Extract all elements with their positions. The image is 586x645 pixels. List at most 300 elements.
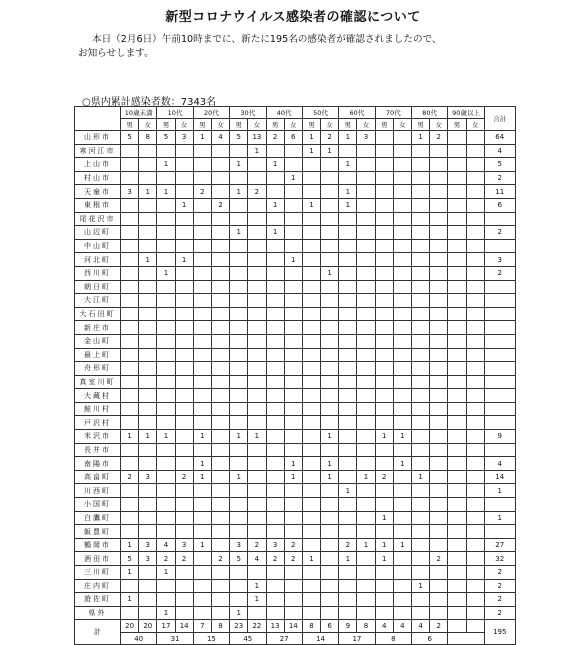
case-count-cell <box>211 253 229 267</box>
row-total <box>484 294 515 308</box>
case-count-cell: 1 <box>175 253 193 267</box>
age-group-header: 70代 <box>375 107 411 119</box>
case-count-cell <box>139 226 157 240</box>
case-count-cell <box>211 470 229 484</box>
case-count-cell <box>248 212 266 226</box>
header-corner-cell <box>75 107 121 131</box>
case-count-cell <box>357 158 375 172</box>
case-count-cell: 4 <box>211 131 229 145</box>
case-count-cell <box>121 525 139 539</box>
case-count-cell <box>466 198 484 212</box>
case-count-cell <box>448 416 466 430</box>
case-count-cell: 1 <box>121 538 139 552</box>
case-count-cell <box>248 484 266 498</box>
case-count-cell <box>230 593 248 607</box>
case-count-cell <box>466 498 484 512</box>
case-count-cell: 8 <box>139 131 157 145</box>
case-count-cell <box>393 185 411 199</box>
case-count-cell <box>193 402 211 416</box>
case-count-cell <box>157 511 175 525</box>
case-count-cell: 5 <box>121 131 139 145</box>
case-count-cell <box>175 321 193 335</box>
case-count-cell <box>357 375 375 389</box>
case-count-cell <box>284 348 302 362</box>
case-count-cell <box>321 239 339 253</box>
row-total: 2 <box>484 606 515 620</box>
case-count-cell <box>357 253 375 267</box>
case-count-cell <box>448 593 466 607</box>
cumulative-cases-label: ○県内累計感染者数：7343名 <box>82 97 217 108</box>
case-count-cell <box>448 498 466 512</box>
case-count-cell <box>375 171 393 185</box>
total-by-age-cell: 45 <box>230 633 266 645</box>
municipality-name: 三川町 <box>75 566 121 580</box>
case-count-cell <box>430 280 448 294</box>
case-count-cell <box>339 171 357 185</box>
case-count-cell <box>448 457 466 471</box>
municipality-name: 村山市 <box>75 171 121 185</box>
case-count-cell <box>466 266 484 280</box>
case-count-cell <box>339 239 357 253</box>
age-group-header: 90歳以上 <box>448 107 484 119</box>
row-total <box>484 334 515 348</box>
case-count-cell <box>193 511 211 525</box>
case-count-cell: 1 <box>157 185 175 199</box>
case-count-cell <box>230 375 248 389</box>
row-total <box>484 362 515 376</box>
age-group-header: 20代 <box>193 107 229 119</box>
case-count-cell <box>211 144 229 158</box>
case-count-cell <box>339 457 357 471</box>
case-count-cell <box>321 198 339 212</box>
case-count-cell <box>375 158 393 172</box>
case-count-cell <box>393 498 411 512</box>
case-count-cell <box>430 375 448 389</box>
table-row <box>75 375 516 389</box>
case-count-cell <box>248 198 266 212</box>
case-count-cell: 1 <box>302 131 320 145</box>
case-count-cell <box>248 511 266 525</box>
case-count-cell <box>139 212 157 226</box>
case-count-cell <box>248 470 266 484</box>
case-count-cell: 1 <box>121 593 139 607</box>
case-count-cell <box>448 185 466 199</box>
case-count-cell <box>357 430 375 444</box>
total-by-sex-cell: 2 <box>430 620 448 633</box>
header-row-sex <box>75 119 516 131</box>
case-count-cell <box>302 579 320 593</box>
case-count-cell <box>375 389 393 403</box>
municipality-name: 川西町 <box>75 484 121 498</box>
case-count-cell <box>266 294 284 308</box>
case-count-cell <box>448 321 466 335</box>
case-count-cell: 5 <box>121 552 139 566</box>
case-count-cell <box>357 321 375 335</box>
case-count-cell <box>466 226 484 240</box>
case-count-cell <box>412 606 430 620</box>
case-count-cell: 1 <box>375 430 393 444</box>
page-title: 新型コロナウイルス感染者の確認について <box>165 10 421 25</box>
row-total <box>484 239 515 253</box>
case-count-cell <box>393 266 411 280</box>
case-count-cell <box>448 552 466 566</box>
case-count-cell <box>139 484 157 498</box>
table-row <box>75 239 516 253</box>
case-count-cell: 1 <box>121 430 139 444</box>
case-count-cell <box>302 171 320 185</box>
case-count-cell <box>339 212 357 226</box>
female-header: 女 <box>175 119 193 131</box>
case-count-cell <box>321 566 339 580</box>
case-count-cell: 1 <box>157 158 175 172</box>
case-count-cell <box>339 511 357 525</box>
case-count-cell <box>430 579 448 593</box>
case-count-cell <box>121 253 139 267</box>
case-count-cell <box>339 525 357 539</box>
case-count-cell: 2 <box>248 185 266 199</box>
case-count-cell: 2 <box>211 552 229 566</box>
case-count-cell <box>339 498 357 512</box>
case-count-cell <box>357 606 375 620</box>
case-count-cell <box>430 525 448 539</box>
case-count-cell <box>321 280 339 294</box>
case-count-cell <box>466 171 484 185</box>
case-count-cell <box>230 402 248 416</box>
case-count-cell <box>193 212 211 226</box>
case-count-cell: 1 <box>157 266 175 280</box>
case-count-cell <box>339 226 357 240</box>
case-count-cell <box>357 185 375 199</box>
case-count-cell <box>393 348 411 362</box>
municipality-name: 小国町 <box>75 498 121 512</box>
case-count-cell <box>266 416 284 430</box>
case-count-cell: 1 <box>412 470 430 484</box>
municipality-name: 県外 <box>75 606 121 620</box>
case-count-cell <box>139 334 157 348</box>
male-header: 男 <box>339 119 357 131</box>
age-group-header: 80代 <box>412 107 448 119</box>
case-count-cell <box>302 334 320 348</box>
case-count-cell <box>412 239 430 253</box>
case-count-cell <box>175 498 193 512</box>
case-count-cell <box>266 375 284 389</box>
case-count-cell <box>466 579 484 593</box>
case-count-cell <box>357 566 375 580</box>
case-count-cell <box>248 498 266 512</box>
case-count-cell <box>412 253 430 267</box>
case-count-cell <box>121 171 139 185</box>
row-total <box>484 402 515 416</box>
municipality-name: 大江町 <box>75 294 121 308</box>
case-count-cell <box>139 606 157 620</box>
case-count-cell: 1 <box>230 606 248 620</box>
case-count-cell <box>193 171 211 185</box>
case-count-cell <box>466 538 484 552</box>
row-total <box>484 280 515 294</box>
case-count-cell <box>248 226 266 240</box>
case-count-cell <box>211 389 229 403</box>
total-by-sex-cell: 6 <box>321 620 339 633</box>
case-count-cell <box>121 226 139 240</box>
case-count-cell <box>248 334 266 348</box>
case-count-cell <box>466 212 484 226</box>
case-count-cell <box>375 443 393 457</box>
case-count-cell <box>139 144 157 158</box>
case-count-cell <box>357 362 375 376</box>
case-count-cell <box>466 362 484 376</box>
case-count-cell <box>193 552 211 566</box>
case-count-cell <box>284 498 302 512</box>
age-group-header: 10代 <box>157 107 193 119</box>
case-count-cell <box>448 470 466 484</box>
male-header: 男 <box>412 119 430 131</box>
case-count-cell <box>412 307 430 321</box>
case-count-cell <box>448 443 466 457</box>
case-count-cell: 1 <box>230 470 248 484</box>
case-count-cell <box>157 334 175 348</box>
case-count-cell <box>321 321 339 335</box>
case-count-cell <box>339 579 357 593</box>
case-count-cell <box>466 158 484 172</box>
case-count-cell <box>211 457 229 471</box>
case-count-cell <box>139 171 157 185</box>
case-count-cell <box>375 566 393 580</box>
case-count-cell <box>357 457 375 471</box>
case-count-cell <box>321 552 339 566</box>
case-count-cell <box>448 171 466 185</box>
case-count-cell <box>175 593 193 607</box>
municipality-name: 鶴岡市 <box>75 538 121 552</box>
case-count-cell <box>211 579 229 593</box>
case-count-cell <box>412 416 430 430</box>
municipality-name: 大蔵村 <box>75 389 121 403</box>
case-count-cell <box>466 253 484 267</box>
case-count-cell <box>139 321 157 335</box>
case-count-cell <box>339 470 357 484</box>
case-count-cell: 1 <box>139 430 157 444</box>
case-count-cell <box>139 579 157 593</box>
case-count-cell <box>230 144 248 158</box>
table-row <box>75 158 516 172</box>
case-count-cell <box>466 402 484 416</box>
case-count-cell <box>230 525 248 539</box>
case-count-cell <box>339 348 357 362</box>
case-count-cell <box>139 239 157 253</box>
case-count-cell: 1 <box>284 457 302 471</box>
case-count-cell: 2 <box>175 552 193 566</box>
case-count-cell <box>175 307 193 321</box>
case-count-cell <box>448 198 466 212</box>
table-row <box>75 171 516 185</box>
case-count-cell <box>448 266 466 280</box>
case-count-cell <box>139 593 157 607</box>
case-count-cell: 2 <box>121 470 139 484</box>
case-count-cell <box>375 226 393 240</box>
municipality-name: 東根市 <box>75 198 121 212</box>
case-count-cell <box>211 416 229 430</box>
case-count-cell: 4 <box>248 552 266 566</box>
case-count-cell <box>139 294 157 308</box>
row-total: 4 <box>484 457 515 471</box>
case-count-cell <box>412 212 430 226</box>
case-count-cell: 1 <box>321 266 339 280</box>
case-count-cell <box>321 389 339 403</box>
case-count-cell <box>266 457 284 471</box>
case-count-cell <box>430 171 448 185</box>
case-count-cell <box>175 266 193 280</box>
case-count-cell <box>466 457 484 471</box>
case-count-cell <box>375 334 393 348</box>
total-row-by-sex <box>75 620 516 633</box>
case-count-cell <box>430 606 448 620</box>
case-count-cell <box>302 443 320 457</box>
case-count-cell <box>466 131 484 145</box>
case-count-cell <box>430 212 448 226</box>
case-count-cell <box>393 144 411 158</box>
case-count-cell: 1 <box>284 171 302 185</box>
municipality-name: 尾花沢市 <box>75 212 121 226</box>
row-total: 9 <box>484 430 515 444</box>
case-count-cell <box>175 457 193 471</box>
total-by-sex-cell: 20 <box>121 620 139 633</box>
case-count-cell <box>193 144 211 158</box>
municipality-name: 飯豊町 <box>75 525 121 539</box>
case-count-cell <box>393 470 411 484</box>
case-count-cell <box>284 511 302 525</box>
case-count-cell: 1 <box>175 198 193 212</box>
table-row <box>75 226 516 240</box>
table-row <box>75 280 516 294</box>
case-count-cell <box>321 511 339 525</box>
case-count-cell <box>266 511 284 525</box>
case-count-cell <box>284 321 302 335</box>
case-count-cell <box>357 294 375 308</box>
case-count-cell <box>284 525 302 539</box>
case-count-cell <box>321 402 339 416</box>
case-count-cell <box>193 443 211 457</box>
case-count-cell <box>230 334 248 348</box>
case-count-cell <box>466 525 484 539</box>
case-count-cell <box>121 334 139 348</box>
total-by-age-cell: 8 <box>375 633 411 645</box>
case-count-cell <box>175 144 193 158</box>
case-count-cell <box>175 443 193 457</box>
age-group-header: 30代 <box>230 107 266 119</box>
case-count-cell <box>321 362 339 376</box>
case-count-cell <box>302 606 320 620</box>
case-count-cell <box>248 606 266 620</box>
case-count-cell <box>321 294 339 308</box>
table-row <box>75 566 516 580</box>
case-count-cell: 3 <box>266 538 284 552</box>
case-count-cell <box>412 158 430 172</box>
case-count-cell <box>339 606 357 620</box>
case-count-cell <box>430 511 448 525</box>
case-count-cell <box>121 239 139 253</box>
total-by-sex-cell: 9 <box>339 620 357 633</box>
case-count-cell <box>266 212 284 226</box>
case-count-cell <box>193 416 211 430</box>
case-count-cell <box>266 362 284 376</box>
case-count-cell <box>193 198 211 212</box>
case-count-cell <box>248 457 266 471</box>
case-count-cell <box>357 226 375 240</box>
total-by-sex-cell: 4 <box>412 620 430 633</box>
case-count-cell <box>157 525 175 539</box>
row-total <box>484 212 515 226</box>
case-count-cell <box>339 321 357 335</box>
case-count-cell: 1 <box>339 198 357 212</box>
case-count-cell <box>157 498 175 512</box>
case-count-cell: 2 <box>321 131 339 145</box>
case-count-cell: 3 <box>121 185 139 199</box>
total-by-age-cell <box>448 633 484 645</box>
case-count-cell: 1 <box>393 430 411 444</box>
case-count-cell <box>139 498 157 512</box>
case-count-cell <box>448 226 466 240</box>
case-count-cell <box>139 362 157 376</box>
municipality-name: 鮭川村 <box>75 402 121 416</box>
age-group-header: 10歳未満 <box>121 107 157 119</box>
case-count-cell <box>230 362 248 376</box>
row-total: 2 <box>484 171 515 185</box>
case-count-cell <box>430 266 448 280</box>
case-count-cell <box>193 375 211 389</box>
case-count-cell <box>339 280 357 294</box>
case-count-cell <box>393 402 411 416</box>
case-count-cell <box>412 389 430 403</box>
case-count-cell <box>302 402 320 416</box>
case-count-cell <box>157 253 175 267</box>
case-count-cell <box>266 606 284 620</box>
case-count-cell <box>284 185 302 199</box>
case-count-cell <box>248 171 266 185</box>
case-count-cell: 6 <box>284 131 302 145</box>
case-count-cell: 1 <box>193 131 211 145</box>
case-count-cell <box>157 307 175 321</box>
case-count-cell <box>302 457 320 471</box>
total-by-age-cell: 14 <box>302 633 338 645</box>
municipality-name: 酒田市 <box>75 552 121 566</box>
case-count-cell <box>193 321 211 335</box>
case-count-cell <box>266 579 284 593</box>
case-count-cell: 2 <box>375 470 393 484</box>
case-count-cell <box>448 402 466 416</box>
case-count-cell <box>357 579 375 593</box>
case-count-cell <box>230 212 248 226</box>
case-count-cell <box>211 375 229 389</box>
age-group-header: 50代 <box>302 107 338 119</box>
case-count-cell <box>211 511 229 525</box>
case-count-cell <box>412 321 430 335</box>
case-count-cell <box>466 375 484 389</box>
case-count-cell <box>175 430 193 444</box>
case-count-cell <box>230 566 248 580</box>
case-count-cell <box>121 307 139 321</box>
case-count-cell <box>193 593 211 607</box>
case-count-cell <box>248 402 266 416</box>
case-count-cell <box>302 212 320 226</box>
case-count-cell <box>430 144 448 158</box>
row-total: 4 <box>484 144 515 158</box>
case-count-cell <box>284 566 302 580</box>
case-count-cell <box>375 579 393 593</box>
female-header: 女 <box>248 119 266 131</box>
case-count-cell <box>139 198 157 212</box>
case-count-cell <box>193 280 211 294</box>
municipality-name: 西川町 <box>75 266 121 280</box>
case-count-cell <box>430 362 448 376</box>
